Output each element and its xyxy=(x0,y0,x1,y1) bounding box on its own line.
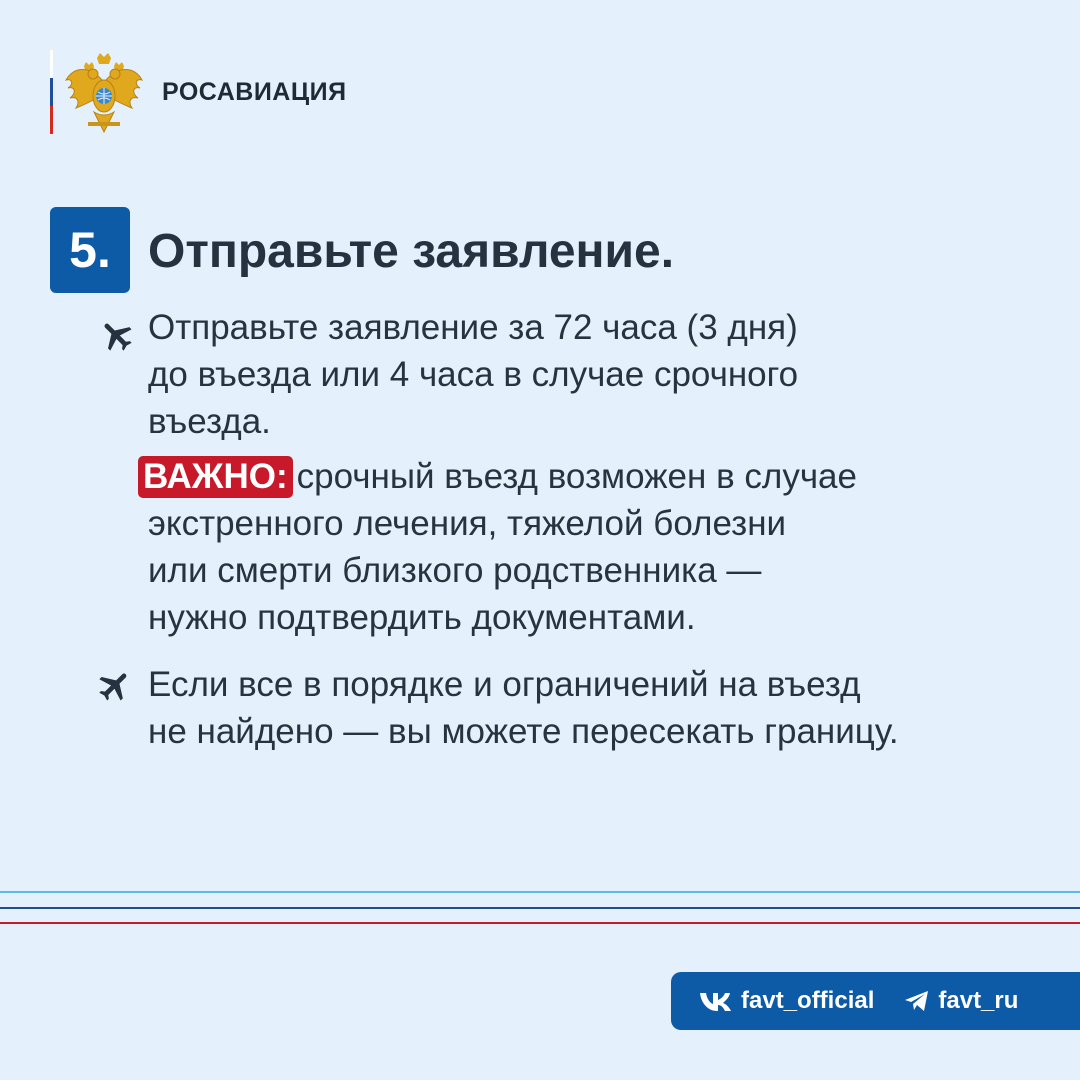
step-number-badge: 5. xyxy=(50,207,130,293)
text-line: Если все в порядке и ограничений на въезд xyxy=(148,665,861,704)
text-line: до въезда или 4 часа в случае срочного xyxy=(148,355,799,394)
emblem-icon xyxy=(64,52,144,136)
text-line: или смерти близкого родственника — xyxy=(148,551,762,590)
airplane-icon xyxy=(96,667,134,705)
text-line: экстренного лечения, тяжелой болезни xyxy=(148,504,787,543)
social-links-bar xyxy=(671,972,1080,1030)
text-line: нужно подтвердить документами. xyxy=(148,598,696,637)
step-title: Отправьте заявление. xyxy=(148,225,675,278)
important-badge: ВАЖНО: xyxy=(138,456,293,498)
flag-stripe xyxy=(50,50,53,134)
paragraph-cross-border xyxy=(148,661,899,755)
airplane-icon xyxy=(98,316,136,354)
text-line: въезда. xyxy=(148,402,271,441)
divider-light-blue xyxy=(0,891,1080,893)
vk-label: favt_official xyxy=(741,987,875,1014)
vk-icon xyxy=(699,990,733,1012)
brand-title: РОСАВИАЦИЯ xyxy=(162,78,347,106)
divider-dark-blue xyxy=(0,907,1080,909)
vk-link[interactable] xyxy=(699,987,874,1015)
text-line: не найдено — вы можете пересекать границу. xyxy=(148,712,899,751)
text-line: срочный въезд возможен в случае xyxy=(296,457,857,496)
divider-red xyxy=(0,922,1080,924)
telegram-link[interactable] xyxy=(904,987,1018,1015)
telegram-label: favt_ru xyxy=(938,987,1019,1014)
paragraph-important-note xyxy=(143,453,857,641)
text-line: Отправьте заявление за 72 часа (3 дня) xyxy=(148,308,798,347)
paragraph-send-application xyxy=(148,304,798,445)
telegram-icon xyxy=(904,990,930,1012)
